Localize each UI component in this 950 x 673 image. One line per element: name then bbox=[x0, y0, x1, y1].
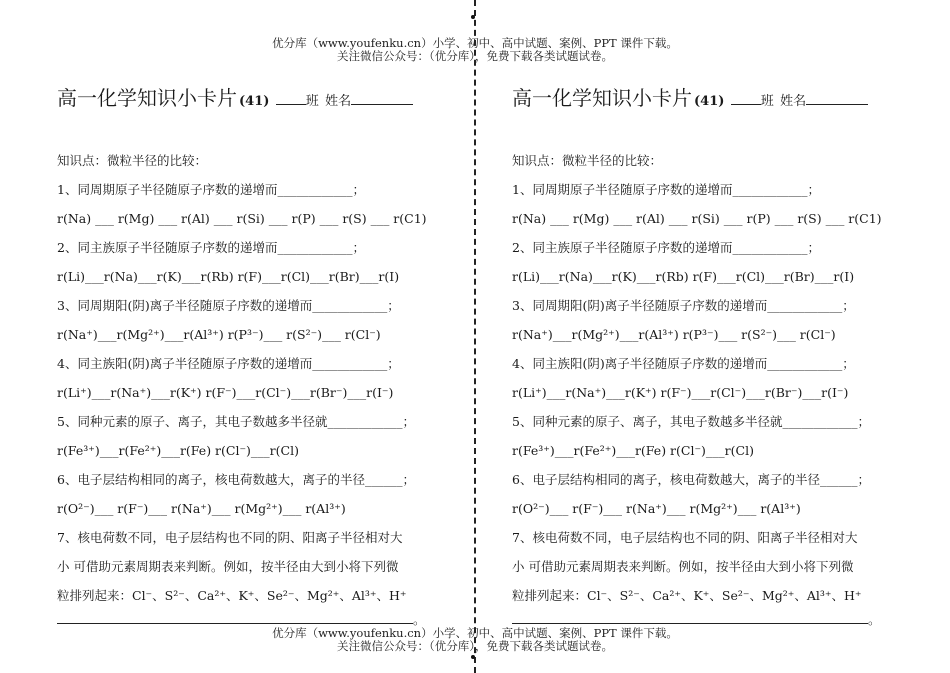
card-line: r(Fe³⁺)___r(Fe²⁺)___r(Fe) r(Cl⁻)___r(Cl) bbox=[57, 443, 299, 458]
card-line: 知识点：微粒半径的比较： bbox=[57, 153, 208, 168]
card-line: 1、同周期原子半径随原子序数的递增而____________； bbox=[57, 182, 365, 197]
answer-blank bbox=[512, 613, 868, 624]
card-line: 6、电子层结构相同的离子，核电荷数越大，离子的半径______； bbox=[57, 472, 415, 487]
card-number: (41) bbox=[239, 94, 270, 109]
card-title: 高一化学知识小卡片 bbox=[512, 86, 692, 110]
card-content bbox=[512, 146, 922, 630]
card-line: 小 可借助元素周期表来判断。例如，按半径由大到小将下列微 bbox=[57, 559, 399, 574]
card-line: r(Na⁺)___r(Mg²⁺)___r(Al³⁺) r(P³⁻)___ r(S²⁻)___ r(Cl⁻) bbox=[57, 327, 381, 342]
header-line-1: 优分库（www.youfenku.cn）小学、初中、高中试题、案例、PPT 课件下载。 bbox=[272, 36, 678, 50]
name-label: 姓名 bbox=[780, 94, 807, 109]
card-line: 2、同主族原子半径随原子序数的递增而____________； bbox=[57, 240, 365, 255]
card-line: 7、核电荷数不同，电子层结构也不同的阴、阳离子半径相对大 bbox=[512, 530, 858, 545]
end-mark: 。 bbox=[868, 612, 881, 627]
card-line: 5、同种元素的原子、离子，其电子数越多半径就____________； bbox=[57, 414, 415, 429]
card-line: 1、同周期原子半径随原子序数的递增而____________； bbox=[512, 182, 820, 197]
name-blank bbox=[351, 90, 413, 105]
card-line: 3、同周期阳(阴)离子半径随原子序数的递增而____________； bbox=[512, 298, 855, 313]
card-line: r(Na) ___ r(Mg) ___ r(Al) ___ r(Si) ___ r(P) ___ r(S) ___ r(C1) bbox=[57, 211, 427, 226]
class-blank bbox=[276, 90, 306, 105]
cut-line-divider bbox=[474, 0, 476, 673]
card-line: 2、同主族原子半径随原子序数的递增而____________； bbox=[512, 240, 820, 255]
name-label: 姓名 bbox=[325, 94, 352, 109]
divider-dot bbox=[471, 655, 475, 659]
class-blank bbox=[731, 90, 761, 105]
page-footer bbox=[0, 627, 950, 653]
card-line: r(Na) ___ r(Mg) ___ r(Al) ___ r(Si) ___ r(P) ___ r(S) ___ r(C1) bbox=[512, 211, 882, 226]
knowledge-card-right bbox=[512, 84, 922, 630]
card-line: 粒排列起来：Cl⁻、S²⁻、Ca²⁺、K⁺、Se²⁻、Mg²⁺、Al³⁺、H⁺ bbox=[512, 588, 862, 603]
header-line-2: 关注微信公众号：（优分库），免费下载各类试题试卷。 bbox=[337, 49, 613, 63]
answer-blank bbox=[57, 613, 413, 624]
card-line: r(O²⁻)___ r(F⁻)___ r(Na⁺)___ r(Mg²⁺)___ r(Al³⁺) bbox=[512, 501, 801, 516]
card-line: 小 可借助元素周期表来判断。例如，按半径由大到小将下列微 bbox=[512, 559, 854, 574]
card-title-row bbox=[512, 84, 922, 116]
divider-dot bbox=[471, 15, 475, 19]
card-line: r(Na⁺)___r(Mg²⁺)___r(Al³⁺) r(P³⁻)___ r(S²⁻)___ r(Cl⁻) bbox=[512, 327, 836, 342]
card-title-row bbox=[57, 84, 467, 116]
card-line: r(Fe³⁺)___r(Fe²⁺)___r(Fe) r(Cl⁻)___r(Cl) bbox=[512, 443, 754, 458]
class-label: 班 bbox=[305, 94, 319, 109]
class-label: 班 bbox=[760, 94, 774, 109]
footer-line-1: 优分库（www.youfenku.cn）小学、初中、高中试题、案例、PPT 课件下载。 bbox=[272, 626, 678, 640]
card-line: 6、电子层结构相同的离子，核电荷数越大，离子的半径______； bbox=[512, 472, 870, 487]
card-line: r(Li⁺)___r(Na⁺)___r(K⁺) r(F⁻)___r(Cl⁻)___r(Br⁻)___r(I⁻) bbox=[512, 385, 849, 400]
end-mark: 。 bbox=[413, 612, 426, 627]
card-line: 3、同周期阳(阴)离子半径随原子序数的递增而____________； bbox=[57, 298, 400, 313]
card-line: 粒排列起来：Cl⁻、S²⁻、Ca²⁺、K⁺、Se²⁻、Mg²⁺、Al³⁺、H⁺ bbox=[57, 588, 407, 603]
card-content bbox=[57, 146, 467, 630]
card-line: r(Li)___r(Na)___r(K)___r(Rb) r(F)___r(Cl)___r(Br)___r(Ⅰ) bbox=[512, 269, 855, 284]
knowledge-card-left bbox=[57, 84, 467, 630]
card-line: 4、同主族阳(阴)离子半径随原子序数的递增而____________； bbox=[57, 356, 400, 371]
card-line: r(Li⁺)___r(Na⁺)___r(K⁺) r(F⁻)___r(Cl⁻)___r(Br⁻)___r(I⁻) bbox=[57, 385, 394, 400]
name-blank bbox=[806, 90, 868, 105]
card-line: 7、核电荷数不同，电子层结构也不同的阴、阳离子半径相对大 bbox=[57, 530, 403, 545]
card-line: r(Li)___r(Na)___r(K)___r(Rb) r(F)___r(Cl)___r(Br)___r(Ⅰ) bbox=[57, 269, 400, 284]
card-title: 高一化学知识小卡片 bbox=[57, 86, 237, 110]
card-line: 4、同主族阳(阴)离子半径随原子序数的递增而____________； bbox=[512, 356, 855, 371]
card-line: r(O²⁻)___ r(F⁻)___ r(Na⁺)___ r(Mg²⁺)___ r(Al³⁺) bbox=[57, 501, 346, 516]
card-line: 5、同种元素的原子、离子，其电子数越多半径就____________； bbox=[512, 414, 870, 429]
footer-line-2: 关注微信公众号：（优分库），免费下载各类试题试卷。 bbox=[337, 639, 613, 653]
card-line: 知识点：微粒半径的比较： bbox=[512, 153, 663, 168]
card-number: (41) bbox=[694, 94, 725, 109]
